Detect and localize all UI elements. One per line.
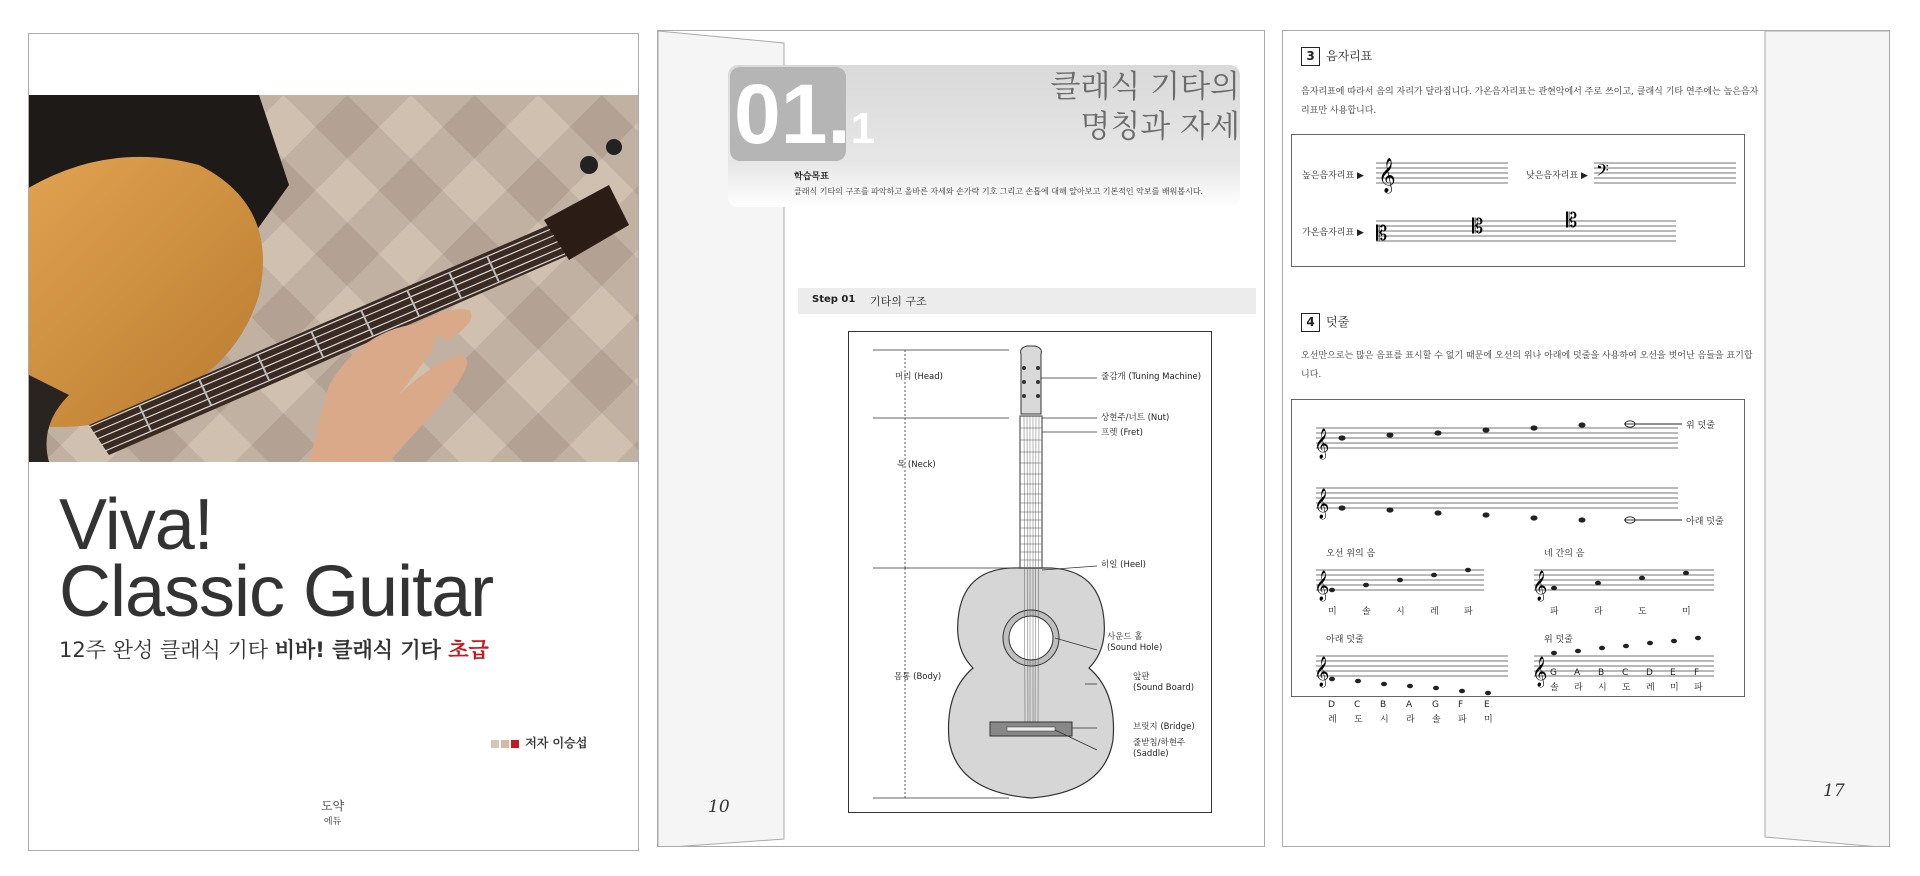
note-label: D <box>1646 668 1653 678</box>
note-label: 라 <box>1594 607 1603 617</box>
ledger-box <box>1291 399 1745 725</box>
page-17 <box>1282 30 1890 847</box>
svg-text:𝄞: 𝄞 <box>1314 657 1330 687</box>
square-icon <box>501 740 509 748</box>
square-icon <box>491 740 499 748</box>
publisher-line1: 도약 <box>321 799 345 813</box>
note-label: 미 <box>1682 607 1691 617</box>
svg-text:𝄞: 𝄞 <box>1532 657 1548 687</box>
note-label: G <box>1550 668 1557 678</box>
note-label: 파 <box>1464 607 1473 617</box>
clef-staves <box>1292 135 1744 266</box>
section4-heading: 4 덧줄 <box>1301 313 1349 332</box>
note-label: 파 <box>1550 607 1559 617</box>
note-label: F <box>1694 668 1700 678</box>
cover-subtitle <box>59 634 489 664</box>
note-label: A <box>1406 700 1413 710</box>
note-label: 솔 <box>1550 683 1559 693</box>
note-label: B <box>1380 700 1387 710</box>
number-box-icon: 3 <box>1301 47 1320 66</box>
note-label: 시 <box>1380 715 1389 725</box>
clef-box <box>1291 134 1745 267</box>
note-label: E <box>1670 668 1676 678</box>
note-label: 도 <box>1638 607 1647 617</box>
svg-text:𝄡: 𝄡 <box>1566 208 1578 232</box>
svg-text:𝄡: 𝄡 <box>1376 221 1388 245</box>
note-label: 파 <box>1694 683 1703 693</box>
note-label: C <box>1622 668 1629 678</box>
note-label: 라 <box>1574 683 1583 693</box>
note-label: 레 <box>1430 607 1439 617</box>
above-ledger-title: 위 덧줄 <box>1544 635 1573 645</box>
note-label: F <box>1458 700 1464 710</box>
bass-clef-label: 낮은음자리표 ▶ <box>1526 171 1588 181</box>
label-nut: 상현주/너트 (Nut) <box>1101 413 1170 423</box>
label-bridge: 브릿지 (Bridge) <box>1133 722 1195 732</box>
square-icon <box>511 740 519 748</box>
svg-text:𝄞: 𝄞 <box>1532 571 1548 601</box>
subtitle-plain: 12주 완성 클래식 기타 <box>59 638 275 662</box>
chapter-number: 01.1 <box>730 67 846 161</box>
author-line <box>491 734 587 751</box>
svg-text:𝄢: 𝄢 <box>1596 160 1609 184</box>
page-10 <box>657 30 1265 847</box>
note-label: B <box>1598 668 1605 678</box>
note-label: 미 <box>1484 715 1493 725</box>
note-label: 도 <box>1354 715 1363 725</box>
note-label: 솔 <box>1362 607 1371 617</box>
svg-text:𝄞: 𝄞 <box>1314 489 1330 519</box>
note-label: 도 <box>1622 683 1631 693</box>
lower-ledger-label: 아래 덧줄 <box>1686 517 1724 527</box>
below-ledger-title: 아래 덧줄 <box>1326 635 1364 645</box>
note-label: 미 <box>1328 607 1337 617</box>
label-fret: 프렛 (Fret) <box>1101 428 1143 438</box>
label-tuning: 줄감개 (Tuning Machine) <box>1101 372 1202 382</box>
step-label: Step 01 <box>812 294 856 305</box>
svg-text:𝄞: 𝄞 <box>1314 429 1330 459</box>
label-soundhole: 사운드 홀 (Sound Hole) <box>1107 632 1163 653</box>
note-label: 미 <box>1670 683 1679 693</box>
note-label: G <box>1432 700 1439 710</box>
note-label: 라 <box>1406 715 1415 725</box>
staff-over-title: 오선 위의 음 <box>1326 549 1376 559</box>
page-number: 10 <box>708 797 730 817</box>
step-title: 기타의 구조 <box>870 295 927 308</box>
alto-clef-label: 가온음자리표 ▶ <box>1302 228 1364 238</box>
number-box-icon: 4 <box>1301 313 1320 332</box>
cover-title-line2: Classic Guitar <box>59 552 494 632</box>
note-label: 시 <box>1396 607 1405 617</box>
svg-text:𝄡: 𝄡 <box>1472 214 1484 238</box>
treble-clef-label: 높은음자리표 ▶ <box>1302 171 1364 181</box>
label-heel: 히일 (Heel) <box>1101 560 1146 570</box>
cover-title-line1: Viva! <box>59 485 213 565</box>
guitar-photo <box>29 95 638 462</box>
upper-ledger-label: 위 덧줄 <box>1686 421 1715 431</box>
note-label: E <box>1484 700 1490 710</box>
subtitle-red: 초급 <box>448 638 489 662</box>
note-label: 시 <box>1598 683 1607 693</box>
label-saddle: 줄받침/하현주 (Saddle) <box>1133 738 1186 759</box>
section3-paragraph: 음자리표에 따라서 음의 자리가 달라집니다. 가온음자리표는 관현악에서 주로 쓰이고, 클래식 기타 연주에는 높은음자리표만 사용합니다. <box>1301 87 1759 116</box>
objective-heading: 학습목표 <box>794 172 829 182</box>
page-number: 17 <box>1823 781 1845 801</box>
note-label: D <box>1328 700 1335 710</box>
label-head: 머리 (Head) <box>895 372 943 382</box>
guitar-diagram <box>848 331 1212 813</box>
step-bar <box>798 288 1256 314</box>
objective-text: 클래식 기타의 구조를 파악하고 올바른 자세와 손가락 기호 그리고 손톱에 대해 알아보고 기본적인 악보를 배워봅시다. <box>794 187 1204 196</box>
subtitle-bold: 비바! 클래식 기타 <box>274 638 449 662</box>
book-cover <box>28 33 639 851</box>
label-body: 몸통 (Body) <box>894 672 942 682</box>
section4-paragraph: 오선만으로는 많은 음표를 표시할 수 없기 때문에 오선의 위나 아래에 덧줄을 사용하여 오선을 벗어난 음들을 표기합니다. <box>1301 351 1753 380</box>
publisher-line2: 에듀 <box>323 817 342 827</box>
note-label: 레 <box>1646 683 1655 693</box>
note-label: 레 <box>1328 715 1337 725</box>
author-name: 저자 이승섭 <box>525 736 588 750</box>
staff-between-title: 네 간의 음 <box>1544 549 1585 559</box>
note-label: C <box>1354 700 1361 710</box>
note-label: 파 <box>1458 715 1467 725</box>
label-neck: 목 (Neck) <box>897 460 936 470</box>
label-soundboard: 앞판 (Sound Board) <box>1133 672 1195 693</box>
note-label: A <box>1574 668 1581 678</box>
svg-text:𝄞: 𝄞 <box>1378 158 1396 193</box>
note-label: 솔 <box>1432 715 1441 725</box>
section3-heading: 3 음자리표 <box>1301 47 1372 66</box>
chapter-title: 클래식 기타의 명칭과 자세 <box>1050 69 1240 145</box>
publisher-logo <box>321 797 344 827</box>
svg-text:𝄞: 𝄞 <box>1314 571 1330 601</box>
